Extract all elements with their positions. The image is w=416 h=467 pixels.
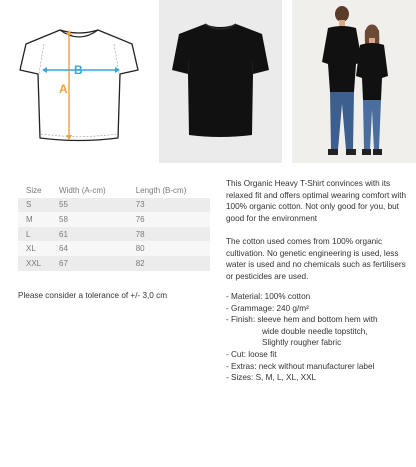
black-tshirt-image bbox=[159, 0, 282, 163]
shirt-outline-drawing bbox=[14, 0, 145, 163]
width-cell: 67 bbox=[51, 256, 128, 271]
table-row bbox=[18, 256, 210, 271]
width-marker-label: B bbox=[74, 63, 83, 77]
width-cell: 58 bbox=[51, 212, 128, 227]
table-row bbox=[18, 198, 210, 213]
spec-extras: - Extras: neck without manufacturer label bbox=[226, 361, 375, 371]
length-cell: 78 bbox=[128, 227, 210, 242]
size-cell: XL bbox=[18, 241, 51, 256]
size-cell: L bbox=[18, 227, 51, 242]
spec-sizes: - Sizes: S, M, L, XL, XXL bbox=[226, 373, 317, 383]
product-specs bbox=[226, 291, 414, 384]
length-cell: 82 bbox=[128, 256, 210, 271]
product-photo bbox=[159, 0, 282, 163]
size-table-header-row bbox=[18, 182, 210, 198]
size-table bbox=[18, 182, 210, 271]
width-cell: 64 bbox=[51, 241, 128, 256]
spec-finish-line-2: wide double needle topstitch, bbox=[262, 326, 368, 336]
length-cell: 76 bbox=[128, 212, 210, 227]
size-cell: M bbox=[18, 212, 51, 227]
spec-finish: - Finish: sleeve hem and bottom hem with bbox=[226, 315, 378, 325]
size-cell: XXL bbox=[18, 256, 51, 271]
length-cell: 80 bbox=[128, 241, 210, 256]
size-cell: S bbox=[18, 198, 51, 213]
table-row bbox=[18, 241, 210, 256]
description-paragraph-2: The cotton used comes from 100% organic cultivation. No genetic engineering is used, less water is used and no chemicals such as fertilisers or pesticides are used. bbox=[226, 237, 406, 281]
width-cell: 61 bbox=[51, 227, 128, 242]
spec-cut: - Cut: loose fit bbox=[226, 349, 277, 359]
width-cell: 55 bbox=[51, 198, 128, 213]
description-paragraph-1: This Organic Heavy T-Shirt convinces with its relaxed fit and offers optimal wearing comfort with 100% organic cotton. Not only good for you, but good for the environment bbox=[226, 179, 407, 223]
table-row bbox=[18, 227, 210, 242]
models-photo bbox=[292, 0, 416, 163]
length-cell: 73 bbox=[128, 198, 210, 213]
size-diagram-image bbox=[14, 0, 145, 163]
spec-material: - Material: 100% cotton bbox=[226, 292, 311, 301]
length-marker-label: A bbox=[59, 82, 68, 96]
spec-finish-line-3: Slightly rougher fabric bbox=[262, 338, 342, 348]
size-column-header: Size bbox=[18, 182, 51, 198]
length-column-header: Length (B-cm) bbox=[128, 182, 210, 198]
spec-grammage: - Grammage: 240 g/m² bbox=[226, 303, 309, 313]
width-column-header: Width (A-cm) bbox=[51, 182, 128, 198]
table-row bbox=[18, 212, 210, 227]
models-wearing-shirt-image bbox=[292, 0, 416, 163]
tolerance-note: Please consider a tolerance of +/- 3,0 cm bbox=[18, 291, 168, 300]
